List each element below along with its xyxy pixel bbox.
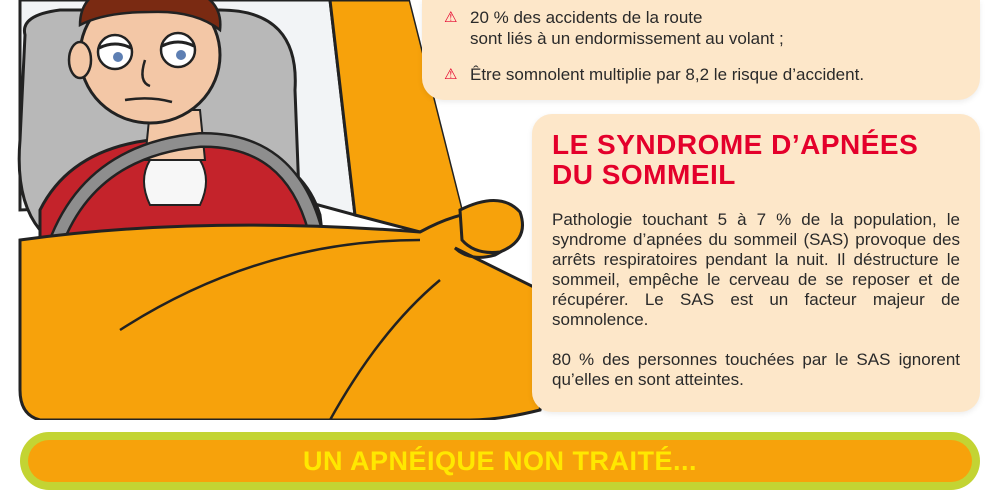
sas-statistic: 80 % des personnes touchées par le SAS ignorent qu’elles en sont atteintes. (552, 350, 960, 389)
sas-title (552, 130, 962, 190)
fact-item (444, 64, 864, 85)
fact-item (444, 7, 784, 49)
driver-eye-right (161, 33, 195, 67)
sas-title-line: LE SYNDROME D’APNÉES (552, 129, 919, 160)
banner-inner (28, 440, 972, 482)
banner-title: UN APNÉIQUE NON TRAITÉ... (302, 445, 698, 476)
driver-undershirt (144, 160, 206, 205)
warning-triangle-icon: ⚠ (444, 66, 458, 83)
fact-line: sont liés à un endormissement au volant ; (470, 29, 784, 48)
sas-info-card (532, 114, 980, 412)
sas-title-line: DU SOMMEIL (552, 159, 736, 190)
warning-triangle-icon: ⚠ (444, 9, 458, 26)
sas-description: Pathologie touchant 5 à 7 % de la population, le syndrome d’apnées du sommeil (SAS) provoque des arrêts respiratoires pendant la nuit. Il déstructure le sommeil, empêche le cerveau de se reposer et de récupérer. Le SAS est un facteur majeur de somnolence. (552, 210, 960, 329)
section-banner (20, 432, 980, 490)
driver-eye-left (98, 35, 132, 69)
side-mirror (460, 200, 523, 252)
driver-ear-left (69, 42, 91, 78)
fact-line: Être somnolent multiplie par 8,2 le risque d’accident. (470, 65, 865, 84)
fact-line: 20 % des accidents de la route (470, 8, 703, 27)
facts-panel (422, 0, 980, 100)
